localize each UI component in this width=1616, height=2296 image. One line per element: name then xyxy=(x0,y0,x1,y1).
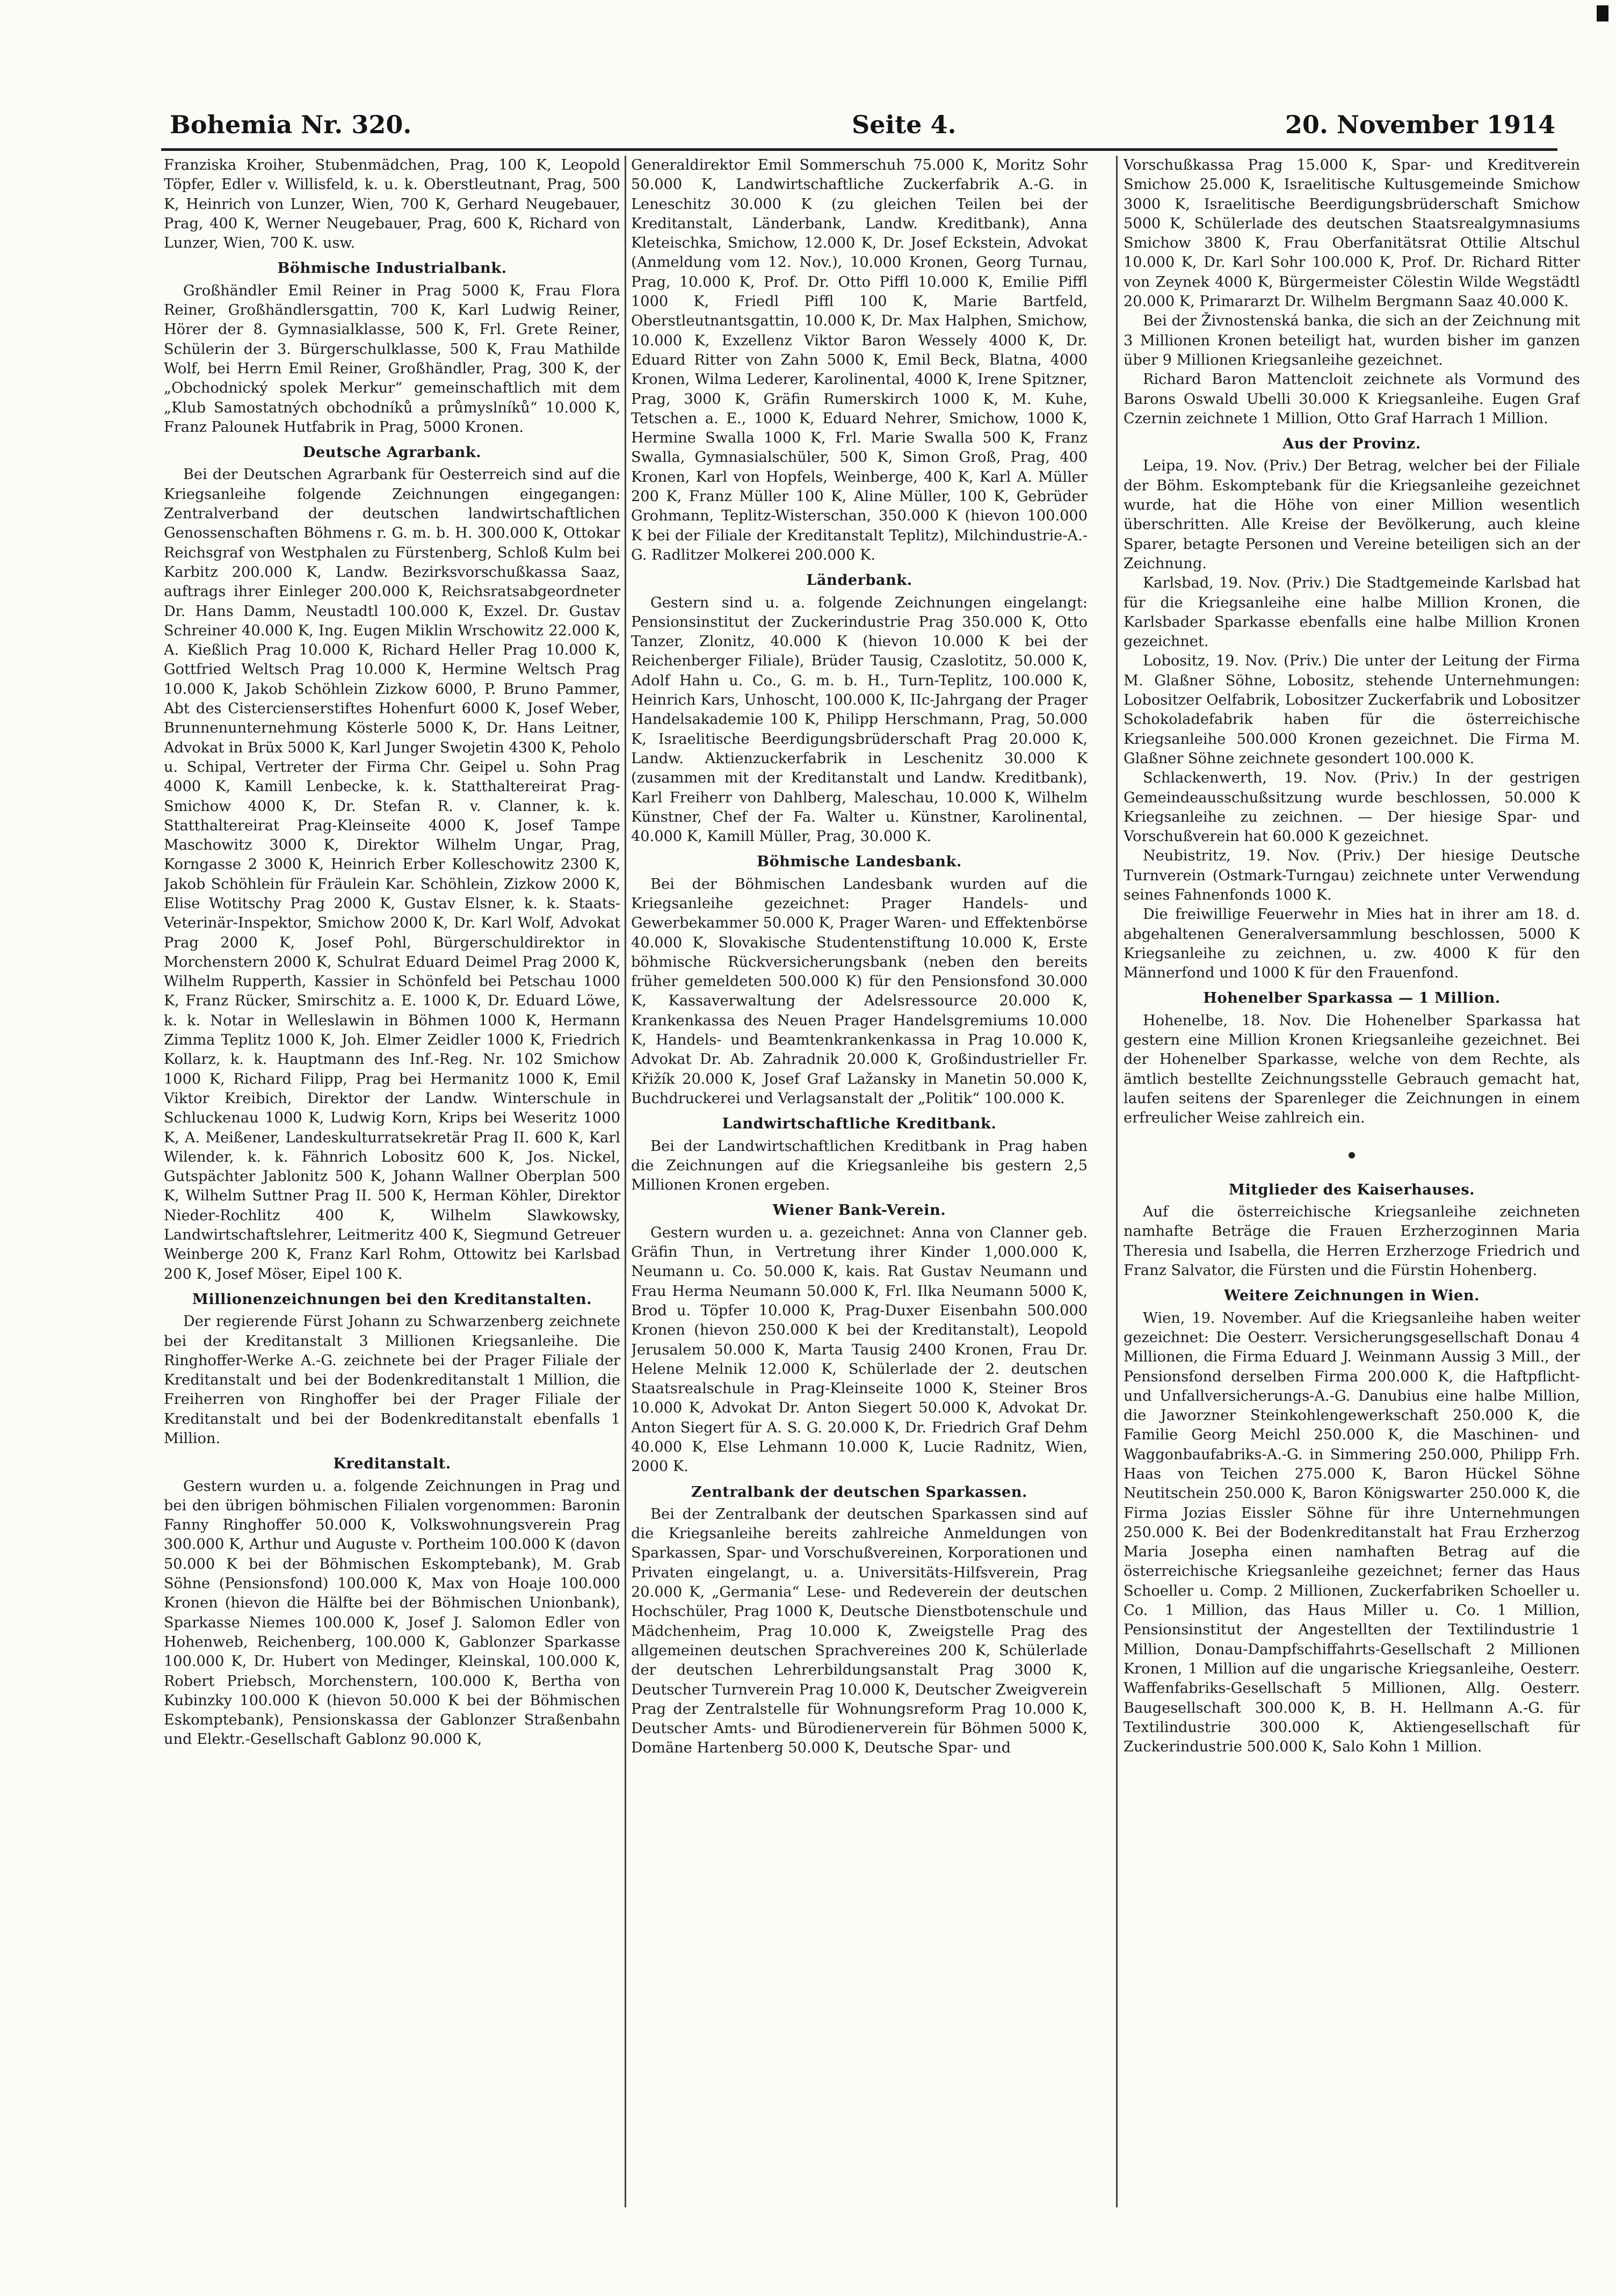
section-heading: Hohenelber Sparkassa — 1 Million. xyxy=(1203,989,1501,1007)
section-heading: Mitglieder des Kaiserhauses. xyxy=(1228,1180,1475,1198)
article-paragraph: Hohenelbe, 18. Nov. Die Hohenelber Sparkassa hat gestern eine Million Kronen Kriegsanleihe gezeichnet. Bei der Hohenelber Sparkasse, welche von dem Rechte, als ämtlich bestellte Zeichnungsstelle Gebrauch gemacht hat, laufen seitens der Sparenleger die Zeichnungen in einem erfreulicher Weise zahlreich ein. xyxy=(1124,1012,1580,1127)
column-divider xyxy=(1116,156,1118,2207)
section-heading: Landwirtschaftliche Kreditbank. xyxy=(722,1115,997,1133)
article-paragraph: Die freiwillige Feuerwehr in Mies hat in ihrer am 18. d. abgehaltenen Generalversammlung beschlossen, 5000 K Kriegsanleihe zu zeichnen, u. zw. 4000 K für den Männerfond und 1000 K für den Frauenfond. xyxy=(1124,906,1580,982)
paper-issue: Bohemia Nr. 320. xyxy=(170,110,412,139)
section-heading: Aus der Provinz. xyxy=(1282,435,1421,453)
section-heading: Kreditanstalt. xyxy=(333,1455,451,1473)
article-paragraph: Bei der Živnostenská banka, die sich an der Zeichnung mit 3 Millionen Kronen beteiligt hat, wurden bisher im ganzen über 9 Millionen Kriegsanleihe gezeichnet. xyxy=(1124,313,1580,368)
section-heading: Böhmische Industrialbank. xyxy=(277,259,507,277)
column-2 xyxy=(631,156,1088,2207)
column-divider xyxy=(625,156,626,2207)
bullet-ornament xyxy=(1349,1152,1355,1158)
article-paragraph: Leipa, 19. Nov. (Priv.) Der Betrag, welcher bei der Filiale der Böhm. Eskomptebank für die Kriegsanleihe gezeichnet wurde, hat die Höhe von einer Million wesentlich überschritten. Alle Kreise der Bevölkerung, auch kleine Sparer, betagte Personen und Vereine beteiligen sich an der Zeichnung. xyxy=(1124,458,1580,572)
article-paragraph: Vorschußkassa Prag 15.000 K, Spar- und Kreditverein Smichow 25.000 K, Israelitische Kultusgemeinde Smichow 3000 K, Israelitische Beerdigungsbrüderschaft Smichow 5000 K, Schülerlade des deutschen Staatsrealgymnasiums Smichow 3800 K, Frau Oberfanitätsrat Ottilie Altschul 10.000 K, Dr. Karl Sohr 100.000 K, Prof. Dr. Richard Ritter von Zeynek 4000 K, Bürgermeister Cölestin Wilde Wegstädtl 20.000 K, Primararzt Dr. Wilhelm Bergmann Saaz 40.000 K. xyxy=(1124,157,1580,310)
section-heading: Wiener Bank-Verein. xyxy=(772,1201,946,1219)
article-paragraph: Neubistritz, 19. Nov. (Priv.) Der hiesige Deutsche Turnverein (Ostmark-Turngau) zeichnete unter Verwendung seines Fahnenfonds 1000 K. xyxy=(1124,848,1580,903)
page-number: Seite 4. xyxy=(852,110,956,139)
article-paragraph: Wien, 19. November. Auf die Kriegsanleihe haben weiter gezeichnet: Die Oesterr. Versicherungsgesellschaft Donau 4 Millionen, die Firma Eduard J. Weinmann Aussig 3 Mill., der Pensionsfond derselben Firma 200.000 K, die Haftpflicht- und Unfallversicherungs-A.-G. Danubius eine halbe Million, die Jaworzner Steinkohlengewerkschaft 250.000 K, die Familie Georg Meichl 250.000 K, die Maschinen- und Waggonbaufabriks-A.-G. in Simmering 250.000, Philipp Frh. Haas von Teichen 275.000 K, Baron Hückel Söhne Neutitschein 250.000 K, Baron Königswarter 250.000 K, die Firma Jozias Eissler Söhne für ihre Unternehmungen 250.000 K. Bei der Bodenkreditanstalt hat Frau Erzherzog Maria Josepha einen namhaften Betrag auf die österreichische Kriegsanleihe gezeichnet; ferner das Haus Schoeller u. Comp. 2 Millionen, Zuckerfabriken Schoeller u. Co. 1 Million, das Haus Miller u. Co. 1 Million, Pensionsinstitut der Angestellten der Textilindustrie 1 Million, Donau-Dampfschiffahrts-Gesellschaft 2 Millionen Kronen, 1 Million auf die ungarische Kriegsanleihe, Oesterr. Waffenfabriks-Gesellschaft 5 Millionen, Allg. Oesterr. Baugesellschaft 300.000 K, B. H. Hellmann A.-G. für Textilindustrie 300.000 K, Aktiengesellschaft für Zuckerindustrie 500.000 K, Salo Kohn 1 Million. xyxy=(1124,1309,1580,1756)
section-heading: Länderbank. xyxy=(806,571,912,589)
article-paragraph: Großhändler Emil Reiner in Prag 5000 K, Frau Flora Reiner, Großhändlersgattin, 700 K, Karl Ludwig Reiner, Hörer der 8. Gymnasialklasse, 500 K, Frl. Grete Reiner, Schülerin der 3. Bürgerschulklasse, 500 K, Frau Mathilde Wolf, bei Herrn Emil Reiner, Großhändler, Prag, 300 K, der „Obchodnický spolek Merkur“ gemeinschaftlich mit dem „Klub Samostatných obchodníků a průmyslníků“ 10.000 K, Franz Palounek Hutfabrik in Prag, 5000 Kronen. xyxy=(164,282,620,436)
section-separator xyxy=(1124,1145,1580,1164)
scan-corner-mark xyxy=(1597,5,1608,21)
section-heading: Böhmische Landesbank. xyxy=(757,853,962,871)
article-paragraph: Lobositz, 19. Nov. (Priv.) Die unter der Leitung der Firma M. Glaßner Söhne, Lobositz, stehende Unternehmungen: Lobositzer Oelfabrik, Lobositzer Zuckerfabrik und Lobositzer Schokoladefabrik haben für die österreichische Kriegsanleihe 500.000 Kronen gezeichnet. Die Firma M. Glaßner Söhne zeichnete gesondert 100.000 K. xyxy=(1124,653,1580,767)
article-paragraph: Franziska Kroiher, Stubenmädchen, Prag, 100 K, Leopold Töpfer, Edler v. Willisfeld, k. u. k. Oberstleutnant, Prag, 500 K, Heinrich von Lunzer, Wien, 700 K, Gerhard Neugebauer, Prag, 400 K, Werner Neugebauer, Prag, 600 K, Richard von Lunzer, Wien, 700 K. usw. xyxy=(164,157,620,252)
article-paragraph: Gestern wurden u. a. folgende Zeichnungen in Prag und bei den übrigen böhmischen Filialen vorgenommen: Baronin Fanny Ringhoffer 50.000 K, Volkswohnungsverein Prag 300.000 K, Arthur und Auguste v. Portheim 100.000 K (davon 50.000 K bei der Böhmischen Eskomptebank), M. Grab Söhne (Pensionsfond) 100.000 K, Max von Hoaje 100.000 Kronen (hievon die Hälfte bei der Böhmischen Unionbank), Sparkasse Niemes 100.000 K, Josef J. Salomon Edler von Hohenweb, Reichenberg, 100.000 K, Gablonzer Sparkasse 100.000 K, Dr. Hubert von Medinger, Kleinskal, 100.000 K, Robert Priebsch, Morchenstern, 100.000 K, Bertha von Kubinzky 100.000 K (hievon 50.000 K bei der Böhmischen Eskomptebank), Pensionskassa der Gablonzer Straßenbahn und Elektr.-Gesellschaft Gablonz 90.000 K, xyxy=(164,1477,620,1748)
section-heading: Deutsche Agrarbank. xyxy=(302,444,482,461)
article-paragraph: Gestern sind u. a. folgende Zeichnungen eingelangt: Pensionsinstitut der Zuckerindustrie Prag 350.000 K, Otto Tanzer, Zlonitz, 40.000 K (hievon 10.000 K bei der Reichenberger Filiale), Brüder Tausig, Czaslotitz, 50.000 K, Adolf Hahn u. Co., G. m. b. H., Turn-Teplitz, 100.000 K, Heinrich Kars, Unhoscht, 100.000 K, IIc-Jahrgang der Prager Handelsakademie 100 K, Philipp Herschmann, Prag, 50.000 K, Israelitische Beerdigungsbrüderschaft Prag 20.000 K, Landw. Aktienzuckerfabrik in Leschenitz 30.000 K (zusammen mit der Kreditanstalt und Landw. Kreditbank), Karl Freiherr von Dahlberg, Maleschau, 10.000 K, Wilhelm Künstner, Chef der Fa. Walter u. Künstner, Karolinental, 40.000 K, Kamill Müller, Prag, 30.000 K. xyxy=(631,594,1088,845)
article-paragraph: Bei der Deutschen Agrarbank für Oesterreich sind auf die Kriegsanleihe folgende Zeichnungen eingegangen: Zentralverband der deutschen landwirtschaftlichen Genossenschaften Böhmens r. G. m. b. H. 300.000 K, Ottokar Reichsgraf von Westphalen zu Fürstenberg, Schloß Kulm bei Karbitz 200.000 K, Landw. Bezirksvorschußkassa Saaz, auftrags ihrer Einleger 200.000 K, Reichsratsabgeordneter Dr. Hans Damm, Neustadtl 100.000 K, Exzel. Dr. Gustav Schreiner 40.000 K, Ing. Eugen Miklin Wrschowitz 22.000 K, A. Kießlich Prag 10.000 K, Richard Heller Prag 10.000 K, Gottfried Weltsch Prag 10.000 K, Hermine Weltsch Prag 10.000 K, Jakob Schöhlein Zizkow 6000, P. Bruno Pammer, Abt des Cistercienserstiftes Hohenfurt 6000 K, Josef Weber, Brunnenunternehmung Kösterle 5000 K, Dr. Hans Leitner, Advokat in Brüx 5000 K, Karl Junger Swojetin 4300 K, Peholo u. Schipal, Vertreter der Firma Chr. Geipel u. Sohn Prag 4000 K, Kamill Lenbecke, k. k. Statthaltereirat Prag-Smichow 4000 K, Dr. Stefan R. v. Clanner, k. k. Statthaltereirat Prag-Kleinseite 4000 K, Josef Tampe Maschowitz 3000 K, Direktor Wilhelm Ungar, Prag, Korngasse 2 3000 K, Heinrich Erber Kolleschowitz 2300 K, Jakob Schöhlein für Fräulein Kar. Schöhlein, Zizkow 2000 K, Elise Wotitschy Prag 2000 K, Gustav Elsner, k. k. Staats-Veterinär-Inspektor, Smichow 2000 K, Dr. Karl Wolf, Advokat Prag 2000 K, Josef Pohl, Bürgerschuldirektor in Morchenstern 2000 K, Schulrat Eduard Deimel Prag 2000 K, Wilhelm Rupperth, Kassier in Schönfeld bei Petschau 1000 K, Franz Rücker, Smirschitz a. E. 1000 K, Dr. Eduard Löwe, k. k. Notar in Welleslawin in Böhmen 1000 K, Hermann Zimma Teplitz 1000 K, Joh. Elmer Zeidler 1000 K, Friedrich Kollarz, k. k. Hauptmann des Inf.-Reg. Nr. 102 Smichow 1000 K, Richard Filipp, Prag bei Hermanitz 1000 K, Emil Viktor Kreibich, Direktor der Landw. Winterschule in Schluckenau 1000 K, Ludwig Korn, Krips bei Weseritz 1000 K, A. Meißener, Landeskulturratsekretär Prag II. 600 K, Karl Wilender, k. k. Fähnrich Lobositz 600 K, Jos. Nickel, Gutspächter Jablonitz 500 K, Johann Wallner Oberplan 500 K, Wilhelm Suttner Prag II. 500 K, Herman Köhler, Direktor Nieder-Rochlitz 400 K, Wilhelm Slawkowsky, Landwirtschaftslehrer, Leitmeritz 400 K, Siegmund Getreuer Weinberge 200 K, Franz Karl Rohm, Ottowitz bei Karlsbad 200 K, Josef Möser, Eipel 100 K. xyxy=(164,466,620,1283)
section-heading: Weitere Zeichnungen in Wien. xyxy=(1224,1287,1480,1305)
article-paragraph: Richard Baron Mattencloit zeichnete als Vormund des Barons Oswald Ubelli 30.000 K Kriegsanleihe. Eugen Graf Czernin zeichnete 1 Million, Otto Graf Harrach 1 Million. xyxy=(1124,371,1580,427)
article-paragraph: Der regierende Fürst Johann zu Schwarzenberg zeichnete bei der Kreditanstalt 3 Millionen Kriegsanleihe. Die Ringhoffer-Werke A.-G. zeichnete bei der Prager Filiale der Kreditanstalt und bei der Bodenkreditanstalt 1 Million, die Freiherren von Ringhoffer bei der Prager Filiale der Kreditanstalt und bei der Bodenkreditanstalt ebenfalls 1 Million. xyxy=(164,1313,620,1447)
header-rule xyxy=(161,148,1557,151)
article-paragraph: Bei der Böhmischen Landesbank wurden auf die Kriegsanleihe gezeichnet: Prager Handels- und Gewerbekammer 50.000 K, Prager Waren- und Effektenbörse 40.000 K, Slovakische Studentenstiftung 10.000 K, Erste böhmische Rückversicherungsbank (neben den bereits früher gemeldeten 500.000 K) für den Pensionsfond 30.000 K, Kassaverwaltung der Adelsressource 20.000 K, Krankenkassa des Neuen Prager Handelsgremiums 10.000 K, Handels- und Beamtenkrankenkassa in Prag 10.000 K, Advokat Dr. Ab. Zahradnik 20.000 K, Großindustrieller Fr. Křižík 20.000 K, Josef Graf Lažansky in Manetin 50.000 K, Buchdruckerei und Verlagsanstalt der „Politik“ 100.000 K. xyxy=(631,875,1088,1107)
article-paragraph: Gestern wurden u. a. gezeichnet: Anna von Clanner geb. Gräfin Thun, in Vertretung ihrer Kinder 1,000.000 K, Neumann u. Co. 50.000 K, kais. Rat Gustav Neumann und Frau Herma Neumann 50.000 K, Frl. Ilka Neumann 5000 K, Brod u. Töpfer 10.000 K, Prag-Duxer Eisenbahn 500.000 Kronen (hievon 250.000 K bei der Kreditanstalt), Leopold Jerusalem 50.000 K, Marta Tausig 2400 Kronen, Frau Dr. Helene Melnik 12.000 K, Schülerlade der 2. deutschen Staatsrealschule in Prag-Kleinseite 1000 K, Steiner Bros 10.000 K, Advokat Dr. Anton Siegert 50.000 K, Advokat Dr. Anton Siegert für A. S. G. 20.000 K, Dr. Friedrich Graf Dehm 40.000 K, Else Lehmann 10.000 K, Lucie Radnitz, Wien, 2000 K. xyxy=(631,1224,1088,1475)
article-paragraph: Karlsbad, 19. Nov. (Priv.) Die Stadtgemeinde Karlsbad hat für die Kriegsanleihe eine halbe Million Kronen, die Karlsbader Sparkasse ebenfalls eine halbe Million Kronen gezeichnet. xyxy=(1124,575,1580,650)
article-paragraph: Bei der Landwirtschaftlichen Kreditbank in Prag haben die Zeichnungen auf die Kriegsanleihe bis gestern 2,5 Millionen Kronen ergeben. xyxy=(631,1138,1088,1194)
column-1 xyxy=(164,156,620,2207)
section-heading: Zentralbank der deutschen Sparkassen. xyxy=(691,1483,1027,1501)
issue-date: 20. November 1914 xyxy=(1285,110,1555,139)
article-paragraph: Generaldirektor Emil Sommerschuh 75.000 K, Moritz Sohr 50.000 K, Landwirtschaftliche Zuckerfabrik A.-G. in Leneschitz 30.000 K (zu gleichen Teilen bei der Kreditanstalt, Länderbank, Landw. Kreditbank), Anna Kleteischka, Smichow, 12.000 K, Dr. Josef Eckstein, Advokat (Anmeldung vom 12. Nov.), 10.000 Kronen, Georg Turnau, Prag, 10.000 K, Prof. Dr. Otto Piffl 10.000 K, Emilie Piffl 1000 K, Friedl Piffl 100 K, Marie Bartfeld, Oberstleutnantsgattin, 10.000 K, Dr. Max Halphen, Smichow, 10.000 K, Exzellenz Viktor Baron Wessely 4000 K, Dr. Eduard Ritter von Zahn 5000 K, Emil Beck, Blatna, 4000 Kronen, Wilma Lederer, Karolinental, 4000 K, Irene Spitzner, Prag, 3000 K, Gräfin Rumerskirch 1000 K, M. Kuhe, Tetschen a. E., 1000 K, Eduard Nehrer, Smichow, 1000 K, Hermine Swalla 1000 K, Frl. Marie Swalla 500 K, Franz Swalla, Gymnasialschüler, 500 K, Simon Groß, Prag, 400 Kronen, Karl von Hopfels, Weinberge, 400 K, Karl A. Müller 200 K, Franz Müller 100 K, Aline Müller, 100 K, Gebrüder Grohmann, Teplitz-Wisterschan, 350.000 K (hievon 100.000 K bei der Filiale der Kreditanstalt Teplitz), Milchindustrie-A.-G. Radlitzer Molkerei 200.000 K. xyxy=(631,157,1088,563)
column-3 xyxy=(1124,156,1580,2207)
page-header xyxy=(170,110,1555,146)
article-paragraph: Bei der Zentralbank der deutschen Sparkassen sind auf die Kriegsanleihe bereits zahlreiche Anmeldungen von Sparkassen, Spar- und Vorschußvereinen, Korporationen und Privaten eingelangt, u. a. Universitäts-Hilfsverein, Prag 20.000 K, „Germania“ Lese- und Redeverein der deutschen Hochschüler, Prag 1000 K, Deutsche Dienstbotenschule und Mädchenheim, Prag 10.000 K, Zweigstelle Prag des allgemeinen deutschen Sprachvereines 200 K, Schülerlade der deutschen Lehrerbildungsanstalt Prag 3000 K, Deutscher Turnverein Prag 10.000 K, Deutscher Zweigverein Prag der Zentralstelle für Wohnungsreform Prag 10.000 K, Deutscher Amts- und Bürodienerverein für Böhmen 5000 K, Domäne Hartenberg 50.000 K, Deutsche Spar- und xyxy=(631,1505,1088,1757)
section-heading: Millionenzeichnungen bei den Kreditanstalten. xyxy=(192,1290,592,1308)
article-paragraph: Auf die österreichische Kriegsanleihe zeichneten namhafte Beträge die Frauen Erzherzoginnen Maria Theresia und Isabella, die Herren Erzherzoge Friedrich und Franz Salvator, die Fürsten und die Fürstin Hohenberg. xyxy=(1124,1204,1580,1279)
article-paragraph: Schlackenwerth, 19. Nov. (Priv.) In der gestrigen Gemeindeausschußsitzung wurde beschlossen, 50.000 K Kriegsanleihe zu zeichnen. — Der hiesige Spar- und Vorschußverein hat 60.000 K gezeichnet. xyxy=(1124,770,1580,845)
